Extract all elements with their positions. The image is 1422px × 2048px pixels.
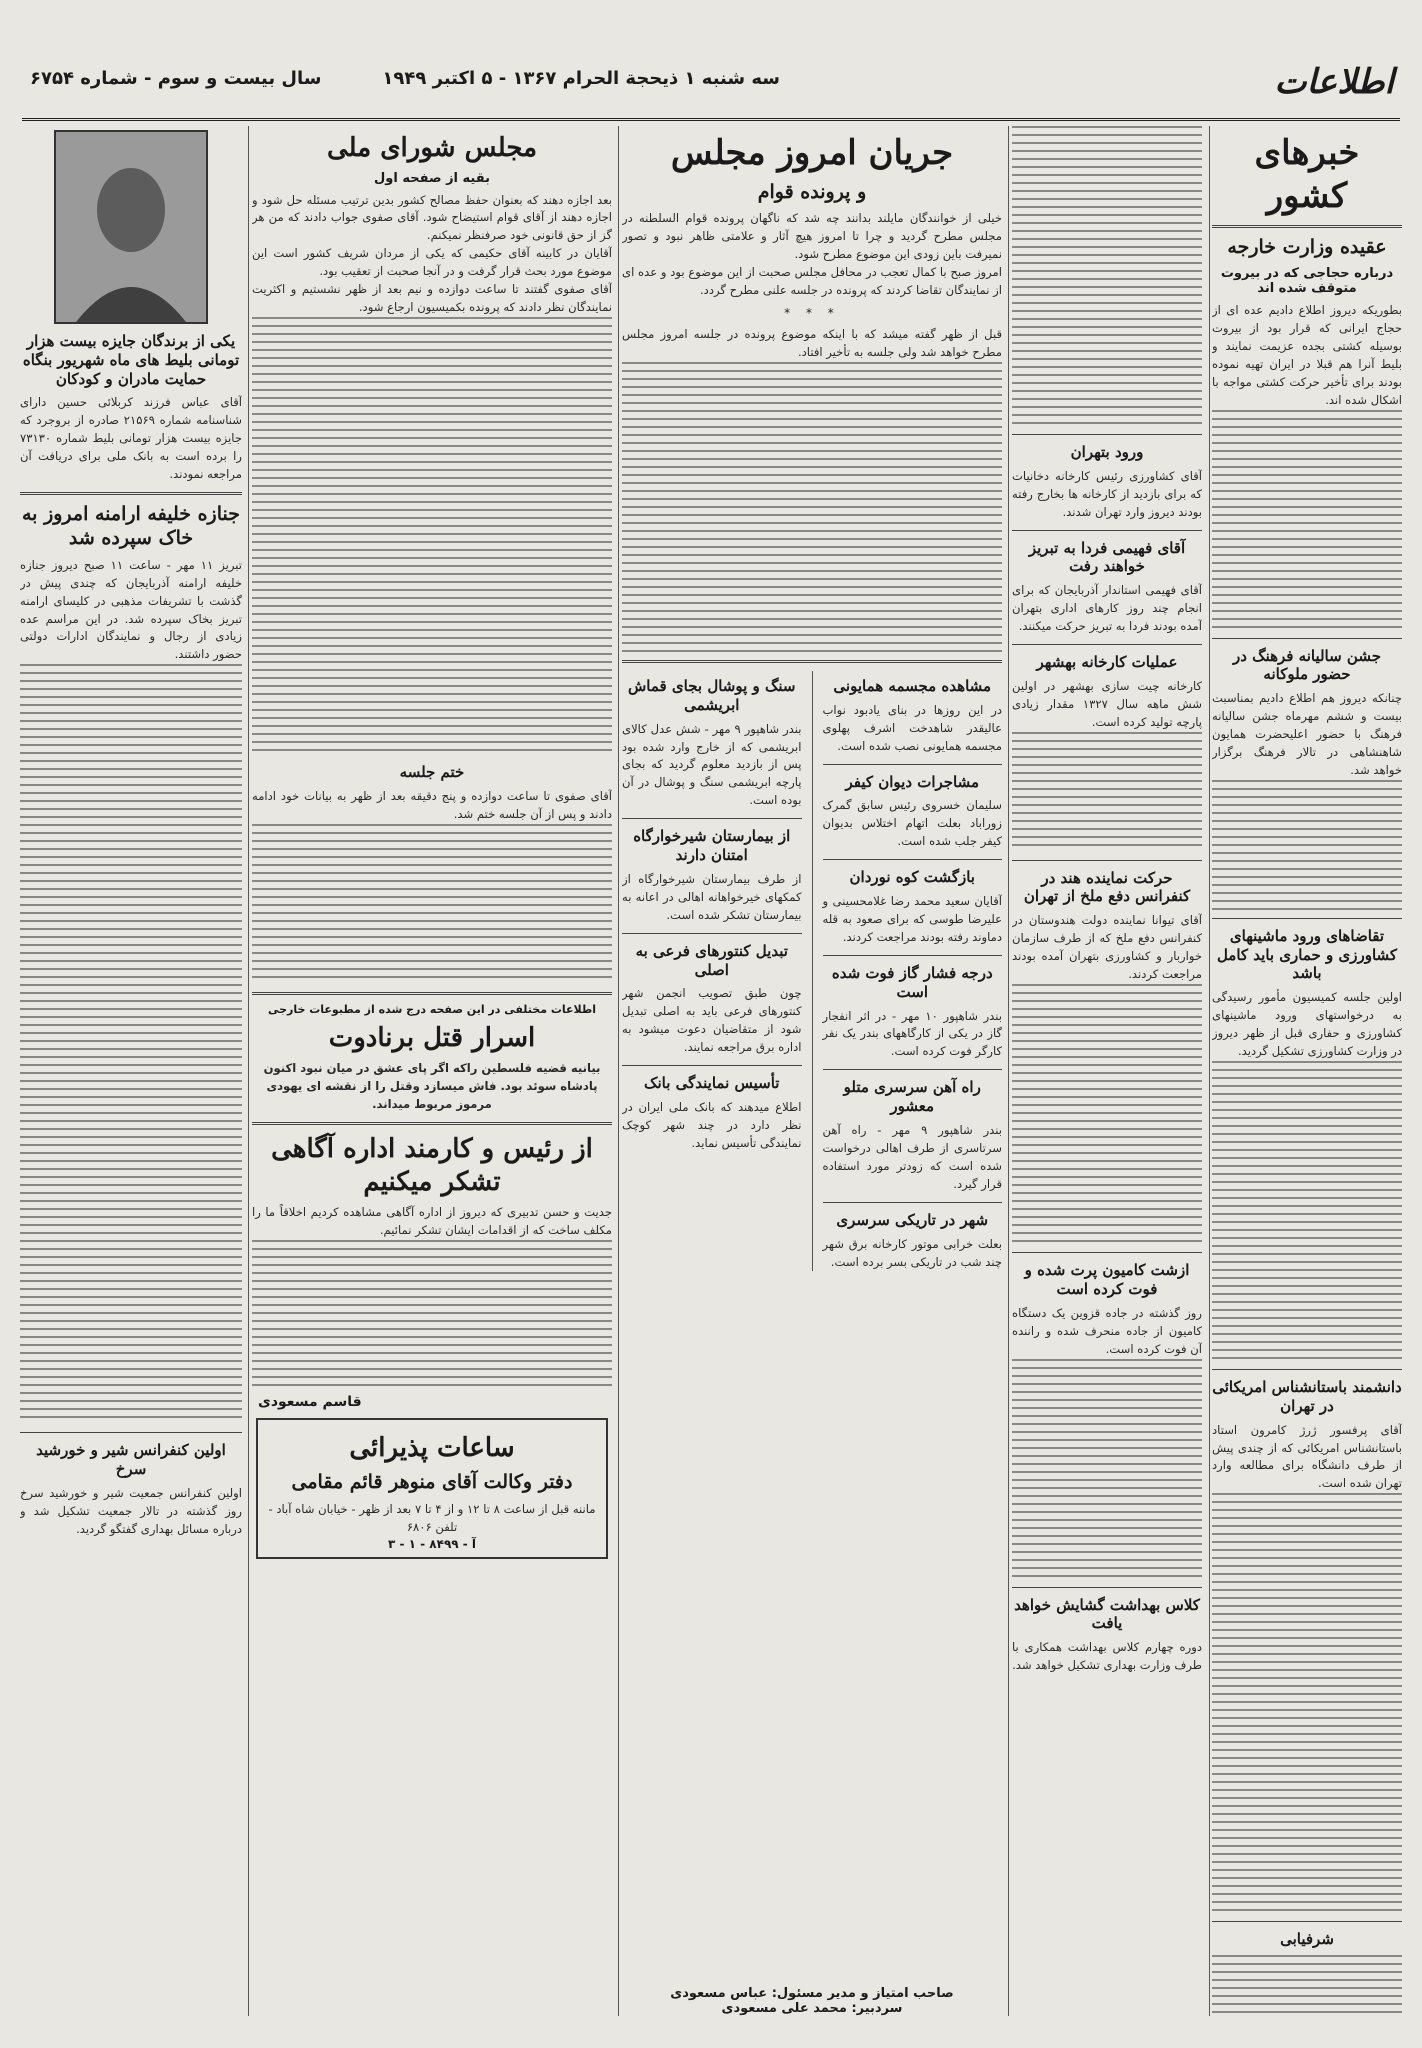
article-body: کارخانه چیت سازی بهشهر در اولین شش ماهه سال ۱۳۲۷ مقدار زیادی پارچه تولید کرده است.: [1012, 678, 1202, 729]
article-body: بیانیه قضیه فلسطین راکه اگر پای عشق در میان نبود اکنون پادشاه سوئد بود. فاش میسازد وقتل را از نقشه ای یهودی مرموز مربوط میداند.: [263, 1061, 601, 1112]
divider: [622, 818, 802, 819]
article-body: جدیت و حسن تدبیری که دیروز از اداره آگاهی مشاهده کردیم اخلاقاً ما را مکلف ساخت که از اقدامات ایشان تشکر نمائیم.: [252, 1205, 612, 1238]
article-body-continued: [1012, 126, 1202, 426]
portrait-photo: [54, 130, 208, 324]
newspaper-logo: اطلاعات: [1274, 62, 1394, 102]
article-body: روز گذشته در جاده قزوین یک دستگاه کامیون از جاده منحرف شده و راننده آن فوت کرده است.: [1012, 1305, 1202, 1356]
ad-subhead: دفتر وکالت آقای منوهر قائم مقامی: [291, 1470, 573, 1493]
article-body: آقای عباس فرزند کربلائی حسین دارای شناسنامه شماره ۲۱۵۶۹ صادره از بروجرد که جایزه بیست هزار تومانی بلیط شماره ۷۳۱۳۰ را برده است به بانک ملی برای دریافت آن مراجعه نمودند.: [20, 395, 242, 482]
article-body: تبریز ۱۱ مهر - ساعت ۱۱ صبح دیروز جنازه خلیفه ارامنه آذربایجان که چندی پیش در گذشت با تشریفات مذهبی در کلیسای ارامنه تبریز بخاک سپرده شد. در این مراسم عده زیادی از رجال و نمایندگان ادارات دولتی حضور داشتند.: [20, 557, 242, 662]
article-body: اطلاع میدهند که بانک ملی ایران در نظر دارد در چند شهر کوچک نمایندگی تأسیس نماید.: [622, 1099, 802, 1150]
advertisement-box: [256, 1418, 608, 1558]
divider: [1212, 918, 1402, 919]
article-body: بندر شاهپور ۹ مهر - راه آهن سرتاسری از طرف اهالی درخواست شده است که زودتر مورد استفاده قرار گیرد.: [822, 1122, 1002, 1191]
article-headline: بازگشت کوه نوردان: [849, 868, 975, 887]
column-rule: [1209, 126, 1210, 2016]
column-parliament-today: [622, 126, 1002, 2016]
article-body-continued: [1212, 410, 1402, 630]
divider: [1212, 225, 1402, 228]
divider: [1012, 1587, 1202, 1588]
article-body: آقای صفوی گفتند تا ساعت دوازده و نیم بعد از ظهر نشستیم و اکثریت نمایندگان نظر دادند که پرونده بکمیسیون ارجاع شود.: [252, 282, 612, 315]
article-body: آقایان سعید محمد رضا غلامحسینی و علیرضا طوسی که برای صعود به قله دماوند رفته بودند مراجعت کردند.: [822, 894, 1002, 945]
article-headline: سنگ و پوشال بجای قماش ابریشمی: [627, 677, 796, 714]
divider: [823, 764, 1003, 765]
article-headline: ورود بتهران: [1070, 443, 1144, 461]
article-body: امروز صبح با کمال تعجب در محافل مجلس صحبت از این موضوع بود و عده ای از نمایندگان تقاضا کردند که پرونده در جلسه علنی مطرح گردد.: [622, 265, 1002, 298]
article-body: اولین کنفرانس جمعیت شیر و خورشید سرخ روز گذشته در تالار جمعیت تشکیل شد و درباره مسائل بهداری گفتگو گردید.: [20, 1485, 242, 1536]
article-body: در این روزها در بنای یادبود نواب عالیقدر شاهدخت اشرف پهلوی مجسمه همایونی نصب شده است.: [822, 702, 1002, 753]
divider: [1212, 638, 1402, 639]
column-rule: [618, 126, 619, 2016]
article-headline: راه آهن سرسری متلو معشور: [843, 1078, 981, 1116]
masthead-rule: [22, 118, 1400, 121]
article-body: چون طبق تصویب انجمن شهر کنتورهای فرعی باید به اصلی تبدیل شود از متقاضیان دعوت میشود به اداره برق مراجعه نمایند.: [622, 986, 802, 1055]
article-body: بندر شاهپور ۱۰ مهر - در اثر انفجار گاز در یکی از کارگاههای بندر یک نفر کارگر فوت کرده است.: [822, 1008, 1002, 1059]
article-headline: عملیات کارخانه بهشهر: [1036, 653, 1178, 672]
date-line: سه شنبه ۱ ذیحجة الحرام ۱۳۶۷ - ۵ اکتبر ۱۹۴۹: [382, 68, 780, 89]
article-body: آقای کشاورزی رئیس کارخانه دخانیات که برای بازدید از کارخانه ها بخارج رفته بودند دیروز وارد تهران شدند.: [1012, 468, 1202, 519]
article-headline: تأسیس نمایندگی بانک: [644, 1074, 780, 1093]
article-headline: جشن سالیانه فرهنگ در حضور ملوکانه: [1233, 646, 1381, 684]
column-rule: [1008, 126, 1009, 2016]
article-headline: دانشمند باستانشناس امریکائی در تهران: [1212, 1378, 1402, 1415]
divider: [252, 1122, 612, 1125]
divider: [823, 859, 1003, 860]
divider: [1212, 1921, 1402, 1922]
article-body-continued: [1212, 780, 1402, 910]
article-headline: عقیده وزارت خارجه: [1227, 236, 1387, 258]
imprint-editor: سردبیر: محمد علی مسعودی: [721, 2001, 903, 2016]
article-headline: آقای فهیمی فردا به تبریز خواهند رفت: [1028, 538, 1186, 576]
article-headline: مشاجرات دیوان کیفر: [845, 772, 980, 791]
divider: [823, 1202, 1003, 1203]
article-headline: جریان امروز مجلس: [670, 133, 954, 173]
article-body: خیلی از خوانندگان مایلند بدانند چه شد که ناگهان پرونده قوام السلطنه در مجلس مطرح گردید و چرا تا امروز هیچ آثار و علامتی ظاهر نبود و تصور نمیرفت باین زودی این موضوع مطرح شود.: [622, 211, 1002, 262]
section-title: خبرهای کشور: [1254, 133, 1360, 216]
issue-line: سال بیست و سوم - شماره ۶۷۵۴: [30, 68, 322, 89]
article-body-continued: [1212, 1493, 1402, 1913]
divider: [1212, 1369, 1402, 1370]
divider: [1012, 434, 1202, 435]
article-body: بعد اجازه دهند که بعنوان حفظ مصالح کشور بدین ترتیب مسئله حل شود و اجازه دهند از آقای قوام استیضاح شود. آقای صفوی جواب دادند که من هر گز از حق قانونی خود صرفنظر نمیکنم.: [252, 192, 612, 243]
article-body: آقای پرفسور ژرژ کامرون استاد باستانشناس امریکائی که از چندی پیش از طرف دانشگاه برای مطالعه وارد تهران شده است.: [1212, 1422, 1402, 1491]
article-headline: شرفیابی: [1280, 1930, 1334, 1949]
article-headline: حرکت نماینده هند در کنفرانس دفع ملخ از تهران: [1023, 868, 1191, 906]
ad-code: آ - ۸۴۹۹ - ۱ - ۳: [387, 1536, 477, 1551]
divider: [20, 492, 242, 495]
article-body-continued: [252, 1240, 612, 1390]
article-body: سلیمان خسروی رئیس سابق گمرک زوراباد بعلت اتهام اختلاس بدیوان کیفر جلب شده است.: [822, 798, 1002, 849]
article-headline: اسرار قتل برنادوت: [328, 1022, 536, 1053]
article-subhead: درباره حجاجی که در بیروت متوقف شده اند: [1220, 265, 1394, 296]
article-body: آقایان در کابینه آقای حکیمی که یکی از مردان شریف کشور است این موضوع مورد بحث قرار گرفت و در آنجا صحبت از تعقیب بود.: [252, 246, 612, 279]
article-headline: مجلس شورای ملی: [326, 133, 538, 163]
separator-ornament: * * *: [784, 306, 840, 321]
article-body-continued: [1212, 1955, 1402, 2016]
foreign-press-notice: اطلاعات مختلفی در این صفحه درج شده از مطبوعات خارجی: [267, 1002, 597, 1016]
article-headline: مشاهده مجسمه همایونی: [833, 677, 992, 696]
portrait-icon: [56, 132, 206, 322]
column-local-news: [1012, 126, 1202, 2016]
divider: [1012, 644, 1202, 645]
article-headline: تقاضاهای ورود ماشینهای کشاورزی و حماری باید کامل باشد: [1216, 926, 1398, 983]
article-body: دوره چهارم کلاس بهداشت همکاری با طرف وزارت بهداری تشکیل خواهد شد.: [1012, 1640, 1202, 1672]
article-headline: شهر در تاریکی سرسری: [836, 1210, 989, 1229]
article-body: آقای تیوانا نماینده دولت هندوستان در کنفرانس دفع ملخ که از طرف سازمان خواربار و کشاورزی بتهران آمده بودند مراجعت کردند.: [1012, 913, 1202, 982]
divider: [252, 992, 612, 995]
divider: [622, 933, 802, 934]
article-headline: کلاس بهداشت گشایش خواهد یافت: [1014, 1595, 1200, 1633]
divider: [1012, 530, 1202, 531]
article-body-continued: [1212, 1061, 1402, 1361]
article-body: بندر شاهپور ۹ مهر - شش عدل کالای ابریشمی که از خارج وارد شده بود پس از بازدید معلوم گردید که بجای پارچه ابریشمی سنگ و پوشال در آن بوده است.: [622, 721, 802, 808]
column-national-news: [1212, 126, 1402, 2016]
article-headline: ازشت کامیون پرت شده و فوت کرده است: [1024, 1261, 1190, 1298]
article-body: چنانکه دیروز هم اطلاع دادیم بمناسبت بیست و ششم مهرماه جشن سالیانه فرهنگ با حضور اعلیحضرت همایون شاهنشاهی در تالار فرهنگ برگزار خواهد شد.: [1212, 691, 1402, 777]
signature: قاسم مسعودی: [258, 1394, 362, 1411]
column-misc: [20, 126, 242, 2016]
column-rule: [812, 671, 813, 1271]
article-body: بعلت خرابی موتور کارخانه برق شهر چند شب در تاریکی بسر برده است.: [822, 1236, 1002, 1269]
divider: [823, 955, 1003, 956]
column-national-assembly: [252, 126, 612, 2016]
article-body: آقای فهیمی استاندار آذربایجان که برای انجام چند روز کارهای اداری بتهران آمده بودند فردا به تبریز حرکت میکنند.: [1012, 583, 1202, 634]
divider: [823, 1069, 1003, 1070]
article-body-continued: [622, 362, 1002, 652]
article-body: از طرف بیمارستان شیرخوارگاه از کمکهای خیرخواهانه اهالی در اعانه به بیمارستان تشکر شده است.: [622, 871, 802, 922]
article-body: اولین جلسه کمیسیون مأمور رسیدگی به درخواستهای ورود ماشینهای کشاورزی و حفاری قبل از ظهر دیروز در وزارت کشاورزی تشکیل گردید.: [1212, 990, 1402, 1059]
article-headline: از رئیس و کارمند اداره آگاهی تشکر میکنیم: [271, 1134, 593, 1197]
news-briefs-row: [622, 671, 1002, 1271]
divider: [1012, 1252, 1202, 1253]
article-body: قبل از ظهر گفته میشد که با اینکه موضوع پرونده در جلسه امروز مجلس مطرح خواهد شد ولی جلسه به تأخیر افتاد.: [622, 327, 1002, 360]
article-headline: از بیمارستان شیرخوارگاه امتنان دارند: [633, 827, 791, 865]
divider: [622, 1065, 802, 1066]
article-subhead: و پرونده قوام: [757, 180, 867, 203]
divider: [20, 1432, 242, 1433]
article-body-continued: [252, 317, 612, 757]
column-rule: [248, 126, 249, 2016]
article-headline: یکی از برندگان جایزه بیست هزار تومانی بلیط های ماه شهریور بنگاه حمایت مادران و کودکان: [22, 332, 240, 388]
masthead: [22, 64, 1400, 104]
briefs-column-left: [622, 671, 802, 1271]
article-headline: جنازه خلیفه ارامنه امروز به خاک سپرده شد: [21, 503, 241, 549]
article-headline: تبدیل کنتورهای فرعی به اصلی: [635, 941, 788, 979]
article-body-continued: [1012, 984, 1202, 1244]
article-body-continued: [1012, 1359, 1202, 1579]
article-body: آقای صفوی تا ساعت دوازده و پنج دقیقه بعد از ظهر به بیانات خود ادامه دادند و پس از آن جلسه ختم شد.: [252, 789, 612, 821]
article-headline: ختم جلسه: [399, 763, 465, 782]
imprint: [632, 1986, 992, 2016]
divider: [1012, 860, 1202, 861]
ad-body: ماننه قبل از ساعت ۸ تا ۱۲ و از ۴ تا ۷ بعد از ظهر - خیابان شاه آباد - تلفن ۶۸۰۶: [268, 1501, 596, 1534]
divider: [622, 660, 1002, 663]
article-headline: درجه فشار گاز فوت شده است: [831, 964, 993, 1001]
article-headline: اولین کنفرانس شیر و خورشید سرخ: [36, 1441, 226, 1479]
briefs-column-right: [823, 671, 1003, 1271]
article-body-continued: [252, 824, 612, 984]
ad-headline: ساعات پذیرائی: [349, 1433, 515, 1464]
imprint-publisher: صاحب امتیاز و مدیر مسئول: عباس مسعودی: [670, 1986, 954, 2001]
article-body-continued: [1012, 732, 1202, 852]
article-body-continued: [20, 664, 242, 1424]
article-body: بطوریکه دیروز اطلاع دادیم عده ای از حجاج ایرانی که قرار بود از بیروت بوسیله کشتی بجده عزیمت نمایند و بلیط آنرا هم قبلا در ایران تهیه نموده بودند برای تأخیر حرکت کشتی مواجه با اشکال شده اند.: [1212, 302, 1402, 407]
article-subhead: بقیه از صفحه اول: [374, 170, 490, 186]
